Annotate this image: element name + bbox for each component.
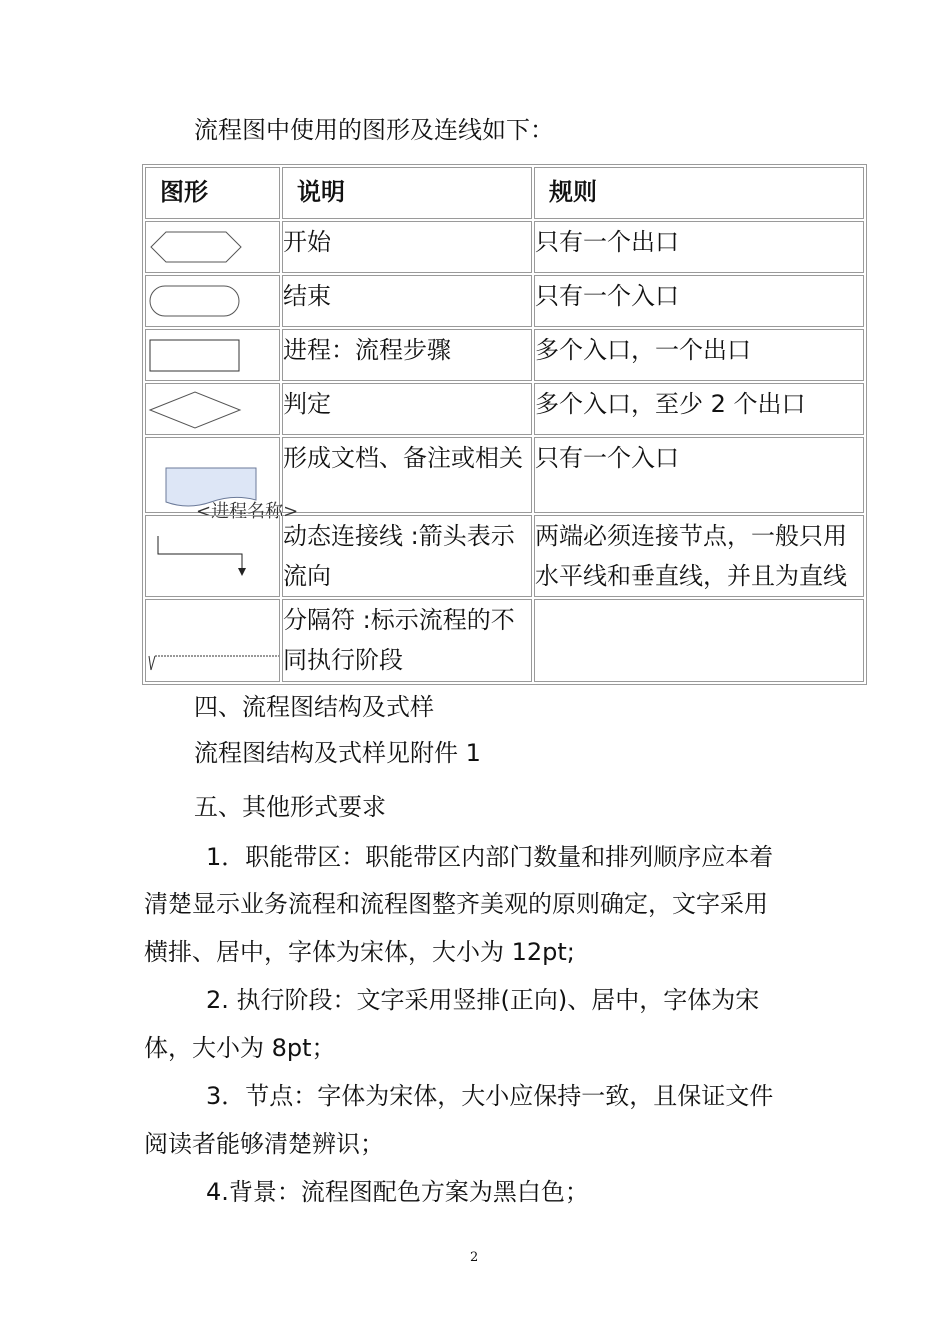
desc-text: 判定 [283,390,331,418]
desc-cell [282,329,532,381]
item1-line1: 1．职能带区：职能带区内部门数量和排列顺序应本着 [206,843,774,871]
desc-text: 动态连接线 :箭头表示流向 [283,522,515,590]
intro-text: 流程图中使用的图形及连线如下： [194,116,554,144]
item4-line1: 4.背景：流程图配色方案为黑白色； [206,1178,589,1206]
header-desc-label: 说明 [297,178,345,206]
hexagon-start-shape [146,222,279,272]
rule-text: 多个入口，至少 2 个出口 [535,390,806,418]
desc-cell [282,599,532,682]
table-row [145,437,864,513]
desc-cell [282,515,532,597]
desc-text: 形成文档、备注或相关 [283,444,523,472]
desc-text: 分隔符 :标示流程的不同执行阶段 [283,606,515,674]
table-row [145,275,864,327]
table-header-row [145,167,864,219]
item1-line3: 横排、居中，字体为宋体，大小为 12pt; [144,938,575,966]
rule-text: 只有一个入口 [535,444,679,472]
connector-arrow-shape [146,516,279,596]
shape-cell [145,515,280,597]
section4-text: 流程图结构及式样见附件 1 [194,739,481,767]
item2-line2: 体，大小为 8pt； [144,1034,336,1062]
rule-text: 多个入口，一个出口 [535,336,751,364]
header-rule-label: 规则 [549,178,597,206]
rule-cell [534,437,864,513]
shape-cell [145,383,280,435]
shape-cell [145,599,280,682]
desc-text: 开始 [283,228,331,256]
header-rule [534,167,864,219]
shape-cell [145,275,280,327]
header-desc [282,167,532,219]
header-shape [145,167,280,219]
page-number: 2 [470,1250,479,1265]
desc-cell [282,437,532,513]
rule-cell [534,515,864,597]
separator-line-shape [146,600,279,681]
rule-cell [534,221,864,273]
shape-cell [145,329,280,381]
document-shape-label: <进程名称> [196,501,299,522]
rule-cell [534,383,864,435]
diamond-decision-shape [146,384,279,434]
rule-text: 只有一个出口 [535,228,679,256]
desc-text: 进程：流程步骤 [283,336,451,364]
item1-line2: 清楚显示业务流程和流程图整齐美观的原则确定，文字采用 [144,890,768,918]
rule-text: 只有一个入口 [535,282,679,310]
section5-heading: 五、其他形式要求 [194,793,386,821]
table-row [145,599,864,682]
rounded-end-shape [146,276,279,326]
table-row [145,221,864,273]
shape-cell [145,221,280,273]
desc-cell [282,275,532,327]
rule-cell [534,329,864,381]
item3-line2: 阅读者能够清楚辨识； [144,1130,384,1158]
flowchart-symbol-table [142,164,867,685]
item2-line1: 2. 执行阶段：文字采用竖排(正向)、居中，字体为宋 [206,986,760,1014]
shape-cell [145,437,299,522]
header-shape-label: 图形 [160,178,208,206]
section4-heading: 四、流程图结构及式样 [194,693,434,721]
desc-text: 结束 [283,282,331,310]
table-row [145,329,864,381]
item3-line1: 3．节点：字体为宋体，大小应保持一致，且保证文件 [206,1082,774,1110]
rectangle-process-shape [146,330,279,380]
desc-cell [282,221,532,273]
rule-cell [534,599,864,682]
desc-cell [282,383,532,435]
table-row [145,515,864,597]
table-row [145,383,864,435]
rule-cell [534,275,864,327]
rule-text: 两端必须连接节点，一般只用水平线和垂直线，并且为直线 [535,522,847,590]
